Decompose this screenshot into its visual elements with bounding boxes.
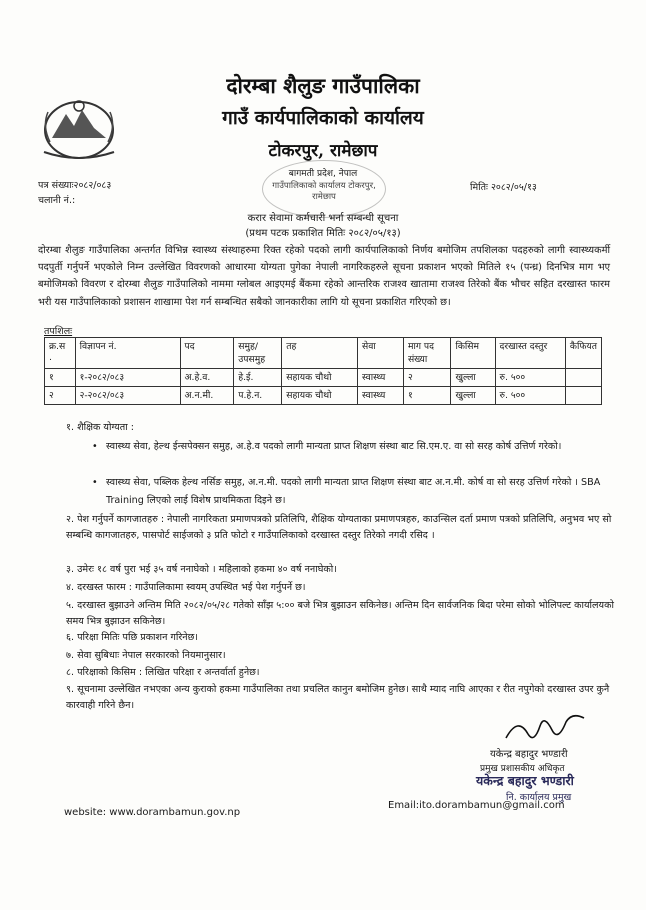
table-cell: स्वास्थ्य [358,369,404,387]
table-cell: १ [403,387,450,405]
office-subtitle: गाउँ कार्यपालिकाको कार्यालय [222,107,424,129]
table-cell: २ [45,387,76,405]
stamp-text: गाउँपालिकाको कार्यालय टोकरपुर, रामेछाप [272,181,376,202]
province-line: बागमती प्रदेश, नेपाल [288,169,358,179]
signature-icon [500,708,590,746]
table-cell [565,369,601,387]
col-service: सेवा [358,338,404,369]
col-fee: दरखास्त दस्तुर [495,338,565,369]
col-count: माग पद संख्या [403,338,450,369]
vacancy-table [44,337,602,405]
req-1-bullet-1: • स्वास्थ्य सेवा, हेल्थ ईन्सपेक्सन समुह, अ.हे.व पदको लागी मान्यता प्राप्त शिक्षण संस्था बाट सि.एम.ए. वा सो सरह कोर्ष उत्तिर्ण गरेको। [106,438,610,456]
table-cell: सहायक चौथो [282,387,358,405]
table-cell: हे.ई. [234,369,282,387]
table-cell: २ [403,369,450,387]
table-cell: २-२०८२/०८३ [75,387,180,405]
req-7: ७. सेवा सुबिधाः नेपाल सरकारको नियमानुसार। [66,650,226,661]
letter-number: पत्र संख्याः२०८२/०८३ [38,180,112,191]
col-ad-no: विज्ञापन नं. [75,338,180,369]
letter-date: मितिः २०८२/०५/१३ [470,182,537,193]
table-cell: स्वास्थ्य [358,387,404,405]
req-8: ८. परिक्षाको किसिम : लिखित परिक्षा र अन्तर्वार्ता हुनेछ। [66,667,260,678]
col-sn: क्र.स . [45,338,76,369]
table-row [45,369,602,387]
notice-subtitle: (प्रथम पटक प्रकाशित मितिः २०८२/०५/१३) [245,228,401,239]
table-cell: प.हे.न. [234,387,282,405]
notice-title: करार सेवामा कर्मचारी भर्ना सम्बन्धी सूचना [247,213,399,224]
signatory-title: प्रमुख प्रशासकीय अधिकृत [480,764,565,774]
col-type: किसिम [451,338,495,369]
req-4: ४. दरखस्त फारम : गाउँपालिकामा स्वयम् उपस्थित भई पेश गर्नुपर्ने छ। [66,582,306,593]
req-9: ९. सूचनामा उल्लेखित नभएका अन्य कुराको हकमा गाउँपालिका तथा प्रचलित कानुन बमोजिम हुनेछ। साथै म्याद नाघि आएका र रीत नपुगेको दरखास्त उपर कुनै कारवाही गरिने छैन। [66,684,610,711]
stamp-title: नि. कार्यालय प्रमुख [506,792,572,803]
table-cell [565,387,601,405]
table-cell: रु. ५०० [495,387,565,405]
req-2: २. पेश गर्नुपर्ने कागजातहरु : नेपाली नागरिकता प्रमाणपत्रको प्रतिलिपि, शैक्षिक योग्यताका प्रमाणपत्रहरु, काउन्सिल दर्ता प्रमाण पत्रको प्रतिलिपि, अनुभव भए सो सम्बन्धि कागजातहरु, पासपोर्ट साईजको ३ प्रति फोटो र गाउँपालिकाको दरखास्त दस्तुर तिरेको नगदी रसिद । [66,514,612,541]
table-row [45,387,602,405]
website-link[interactable]: website: www.dorambamun.gov.np [64,807,241,818]
req-6: ६. परिक्षा मितिः पछि प्रकाशन गरिनेछ। [66,632,198,643]
table-caption: तपशिलः [44,326,73,337]
table-cell: सहायक चौथो [282,369,358,387]
table-cell: खुल्ला [451,387,495,405]
stamp-name: यकेन्द्र बहादुर भण्डारी [476,773,574,788]
table-cell: अ.हे.व. [180,369,234,387]
notice-body: दोरम्बा शैलुङ गाउँपालिका अन्तर्गत विभिन्न स्वास्थ्य संस्थाहरुमा रिक्त रहेको पदको लागी कार्यपालिकाको निर्णय बमोजिम तपशिलका पदहरुको लागी स्वास्थ्यकर्मी पदपुर्ती गर्नुपर्ने भएकोले निम्न उल्लेखित विवरणको आधारमा योग्यता पुगेका नेपाली नागरिकहरुले सूचना प्रकाशन भएको मितिले १५ (पन्ध्र) दिनभित्र माग भए बमोजिमको विवरण र दोरम्बा शैलुङ गाउँपालिको नाममा ग्लोबल आइएमई बैंकमा रहेको आन्तरिक राजश्व खातामा राजश्व तिरेको बैंक भौचर सहित दरखास्त फारम भरी यस गाउँपालिकाको प्रशासन शाखामा पेश गर्न सम्बन्धित सबैको जानकारीका लागि यो सूचना प्रकाशित गरिएको छ। [38,245,610,308]
req-5: ५. दरखास्त बुझाउने अन्तिम मिति २०८२/०५/२८ गतेको साँझ ५:०० बजे भित्र बुझाउन सकिनेछ। अन्तिम दिन सार्वजनिक बिदा परेमा सोको भोलिपल्ट कार्यालयको समय भित्र बुझाउन सकिनेछ। [66,600,614,627]
req-1-bullet-2: • स्वास्थ्य सेवा, पब्लिक हेल्थ नर्सिङ समुह, अ.न.मी. पदको लागी मान्यता प्राप्त शिक्षण संस्था बाट अ.न.मी. कोर्ष वा सो सरह उत्तिर्ण गरेको । SBA Training लिएको लाई विशेष प्राथमिकता दिइने छ। [106,474,610,510]
office-name: दोरम्बा शैलुङ गाउँपालिका [226,73,420,98]
signatory-name: यकेन्द्र बहादुर भण्डारी [490,749,568,760]
table-cell: १-२०८२/०८३ [75,369,180,387]
req-3: ३. उमेरः १८ वर्ष पुरा भई ३५ वर्ष ननाघेको । महिलाको हकमा ४० वर्ष ननाघेको। [66,564,337,575]
table-cell: खुल्ला [451,369,495,387]
col-post: पद [180,338,234,369]
col-remarks: कैफियत [565,338,601,369]
office-address: टोकरपुर, रामेछाप [268,141,378,161]
table-cell: अ.न.मी. [180,387,234,405]
col-level: तह [282,338,358,369]
table-header-row [45,338,602,369]
dispatch-number: चलानी नं.: [38,195,76,206]
email-link[interactable]: Email:ito.dorambamun@gmail.com [388,800,565,811]
table-cell: रु. ५०० [495,369,565,387]
col-group: समुह/ उपसमुह [234,338,282,369]
req-1-title: १. शैक्षिक योग्यता : [66,422,134,433]
table-cell: १ [45,369,76,387]
